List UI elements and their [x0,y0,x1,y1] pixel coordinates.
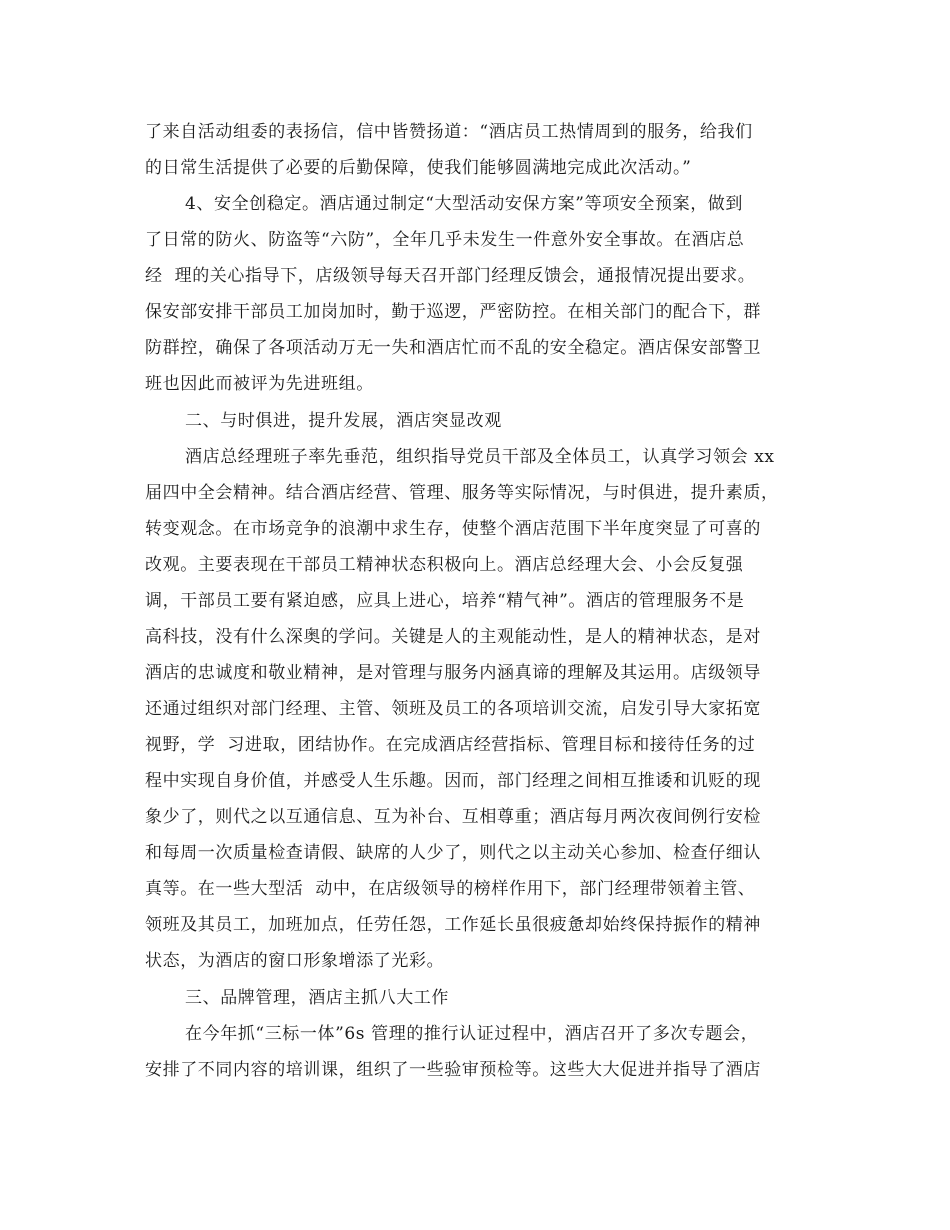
text-line: 真等。在一些大型活 动中，在店级领导的榜样作用下，部门经理带领着主管、 [145,879,756,899]
text-line: 届四中全会精神。结合酒店经营、管理、服务等实际情况，与时俱进，提升素质， [145,483,779,503]
text-line: 酒店的忠诚度和敬业精神，是对管理与服务内涵真谛的理解及其运用。店级领导 [145,663,761,683]
text-line: 程中实现自身价值，并感受人生乐趣。因而，部门经理之间相互推诿和讥贬的现 [145,771,761,791]
text-line: 4、安全创稳定。酒店通过制定“大型活动安保方案”等项安全预案，做到 [185,194,743,214]
text-line: 在今年抓“三标一体”6s 管理的推行认证过程中，酒店召开了多次专题会， [185,1024,759,1044]
text-line: 和每周一次质量检查请假、缺席的人少了，则代之以主动关心参加、检查仔细认 [145,843,761,863]
text-line: 高科技，没有什么深奥的学问。关键是人的主观能动性，是人的精神状态，是对 [145,627,761,647]
text-line: 防群控，确保了各项活动万无一失和酒店忙而不乱的安全稳定。酒店保安部警卫 [145,338,761,358]
section-heading: 二、与时俱进，提升发展，酒店突显改观 [185,411,502,431]
section-heading: 三、品牌管理，酒店主抓八大工作 [185,988,449,1008]
text-line: 班也因此而被评为先进班组。 [145,374,374,394]
text-line: 领班及其员工，加班加点，任劳任怨，工作延长虽很疲惫却始终保持振作的精神 [145,915,761,935]
text-line: 酒店总经理班子率先垂范，组织指导党员干部及全体员工，认真学习领会 xx [185,447,775,467]
text-line: 经 理的关心指导下，店级领导每天召开部门经理反馈会，通报情况提出要求。 [145,266,756,286]
text-line: 了来自活动组委的表扬信，信中皆赞扬道：“酒店员工热情周到的服务，给我们 [145,122,753,142]
text-line: 保安部安排干部员工加岗加时，勤于巡逻，严密防控。在相关部门的配合下，群 [145,302,761,322]
text-line: 状态，为酒店的窗口形象增添了光彩。 [145,951,445,971]
text-line: 象少了，则代之以互通信息、互为补台、互相尊重；酒店每月两次夜间例行安检 [145,807,761,827]
text-line: 转变观念。在市场竞争的浪潮中求生存，使整个酒店范围下半年度突显了可喜的 [145,519,761,539]
text-line: 改观。主要表现在干部员工精神状态积极向上。酒店总经理大会、小会反复强 [145,555,744,575]
text-line: 安排了不同内容的培训课，组织了一些验审预检等。这些大大促进并指导了酒店 [145,1060,761,1080]
text-line: 还通过组织对部门经理、主管、领班及员工的各项培训交流，启发引导大家拓宽 [145,699,761,719]
text-line: 视野，学 习进取，团结协作。在完成酒店经营指标、管理目标和接待任务的过 [145,735,756,755]
text-line: 了日常的防火、防盗等“六防”，全年几乎未发生一件意外安全事故。在酒店总 [145,230,745,250]
text-line: 的日常生活提供了必要的后勤保障，使我们能够圆满地完成此次活动。” [145,158,692,178]
text-line: 调，干部员工要有紧迫感，应具上进心，培养“精气神”。酒店的管理服务不是 [145,591,745,611]
